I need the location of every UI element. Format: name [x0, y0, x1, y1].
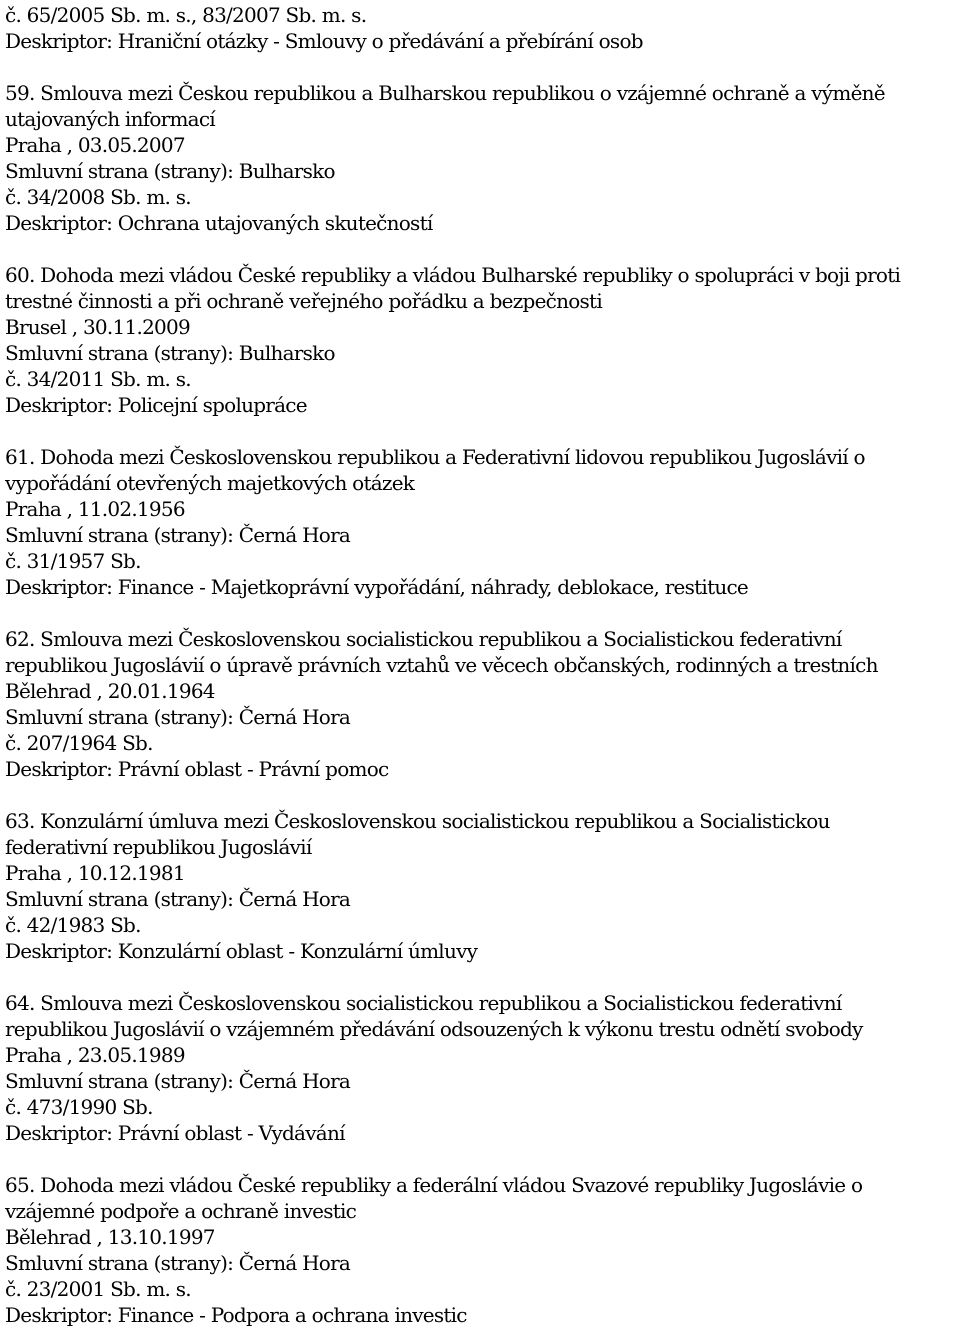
entry-59 [5, 80, 955, 236]
entry-title-line: federativní republikou Jugoslávií [5, 835, 312, 859]
entry-place-date: Praha , 11.02.1956 [5, 497, 185, 521]
entry-61 [5, 444, 955, 600]
entry-party: Smluvní strana (strany): Bulharsko [5, 341, 335, 365]
spacer [5, 236, 955, 262]
entry-descriptor: Deskriptor: Ochrana utajovaných skutečností [5, 211, 433, 235]
entry-title-line: 65. Dohoda mezi vládou České republiky a federální vládou Svazové republiky Jugoslávie o [5, 1173, 863, 1197]
entry-descriptor: Deskriptor: Právní oblast - Právní pomoc [5, 757, 389, 781]
entry-title-line: 61. Dohoda mezi Československou republikou a Federativní lidovou republikou Jugoslávií o [5, 445, 865, 469]
entry-number: č. 34/2011 Sb. m. s. [5, 367, 191, 391]
entry-fragment [5, 2, 955, 54]
entry-place-date: Praha , 03.05.2007 [5, 133, 185, 157]
entry-number: č. 23/2001 Sb. m. s. [5, 1277, 191, 1301]
entry-60 [5, 262, 955, 418]
entry-number: č. 473/1990 Sb. [5, 1095, 153, 1119]
spacer [5, 54, 955, 80]
spacer [5, 782, 955, 808]
entry-62 [5, 626, 955, 782]
entry-title-line: 60. Dohoda mezi vládou České republiky a vládou Bulharské republiky o spolupráci v boji proti [5, 263, 901, 287]
entry-party: Smluvní strana (strany): Černá Hora [5, 705, 351, 729]
entry-party: Smluvní strana (strany): Černá Hora [5, 887, 351, 911]
entry-descriptor: Deskriptor: Policejní spolupráce [5, 393, 307, 417]
entry-title-line: vzájemné podpoře a ochraně investic [5, 1199, 357, 1223]
entry-number: č. 34/2008 Sb. m. s. [5, 185, 191, 209]
entry-party: Smluvní strana (strany): Bulharsko [5, 159, 335, 183]
entry-number: č. 42/1983 Sb. [5, 913, 141, 937]
spacer [5, 1146, 955, 1172]
entry-title-line: 62. Smlouva mezi Československou socialistickou republikou a Socialistickou federativní [5, 627, 842, 651]
entry-descriptor: Deskriptor: Finance - Podpora a ochrana investic [5, 1303, 467, 1327]
entry-number: č. 65/2005 Sb. m. s., 83/2007 Sb. m. s. [5, 3, 367, 27]
entry-65 [5, 1172, 955, 1328]
entry-party: Smluvní strana (strany): Černá Hora [5, 1069, 351, 1093]
entry-place-date: Brusel , 30.11.2009 [5, 315, 190, 339]
entry-place-date: Bělehrad , 13.10.1997 [5, 1225, 215, 1249]
entry-party: Smluvní strana (strany): Černá Hora [5, 523, 351, 547]
entry-title-line: trestné činnosti a při ochraně veřejného pořádku a bezpečnosti [5, 289, 602, 313]
entry-number: č. 207/1964 Sb. [5, 731, 153, 755]
entry-place-date: Praha , 23.05.1989 [5, 1043, 185, 1067]
entry-63 [5, 808, 955, 964]
spacer [5, 600, 955, 626]
entry-descriptor: Deskriptor: Finance - Majetkoprávní vypořádání, náhrady, deblokace, restituce [5, 575, 749, 599]
spacer [5, 964, 955, 990]
entry-title-line: 59. Smlouva mezi Českou republikou a Bulharskou republikou o vzájemné ochraně a výměně [5, 81, 885, 105]
entry-descriptor: Deskriptor: Konzulární oblast - Konzulární úmluvy [5, 939, 478, 963]
entry-title-line: 63. Konzulární úmluva mezi Československou socialistickou republikou a Socialistickou [5, 809, 830, 833]
entry-place-date: Bělehrad , 20.01.1964 [5, 679, 215, 703]
entry-descriptor: Deskriptor: Právní oblast - Vydávání [5, 1121, 345, 1145]
entry-party: Smluvní strana (strany): Černá Hora [5, 1251, 351, 1275]
spacer [5, 418, 955, 444]
entry-title-line: republikou Jugoslávií o úpravě právních vztahů ve věcech občanských, rodinných a trestních [5, 653, 878, 677]
entry-64 [5, 990, 955, 1146]
entry-title-line: vypořádání otevřených majetkových otázek [5, 471, 415, 495]
entry-title-line: 64. Smlouva mezi Československou socialistickou republikou a Socialistickou federativní [5, 991, 842, 1015]
entry-number: č. 31/1957 Sb. [5, 549, 141, 573]
entry-descriptor: Deskriptor: Hraniční otázky - Smlouvy o předávání a přebírání osob [5, 29, 643, 53]
entry-title-line: republikou Jugoslávií o vzájemném předávání odsouzených k výkonu trestu odnětí svobody [5, 1017, 863, 1041]
entry-place-date: Praha , 10.12.1981 [5, 861, 185, 885]
treaty-list-page [5, 2, 955, 1328]
entry-title-line: utajovaných informací [5, 107, 215, 131]
